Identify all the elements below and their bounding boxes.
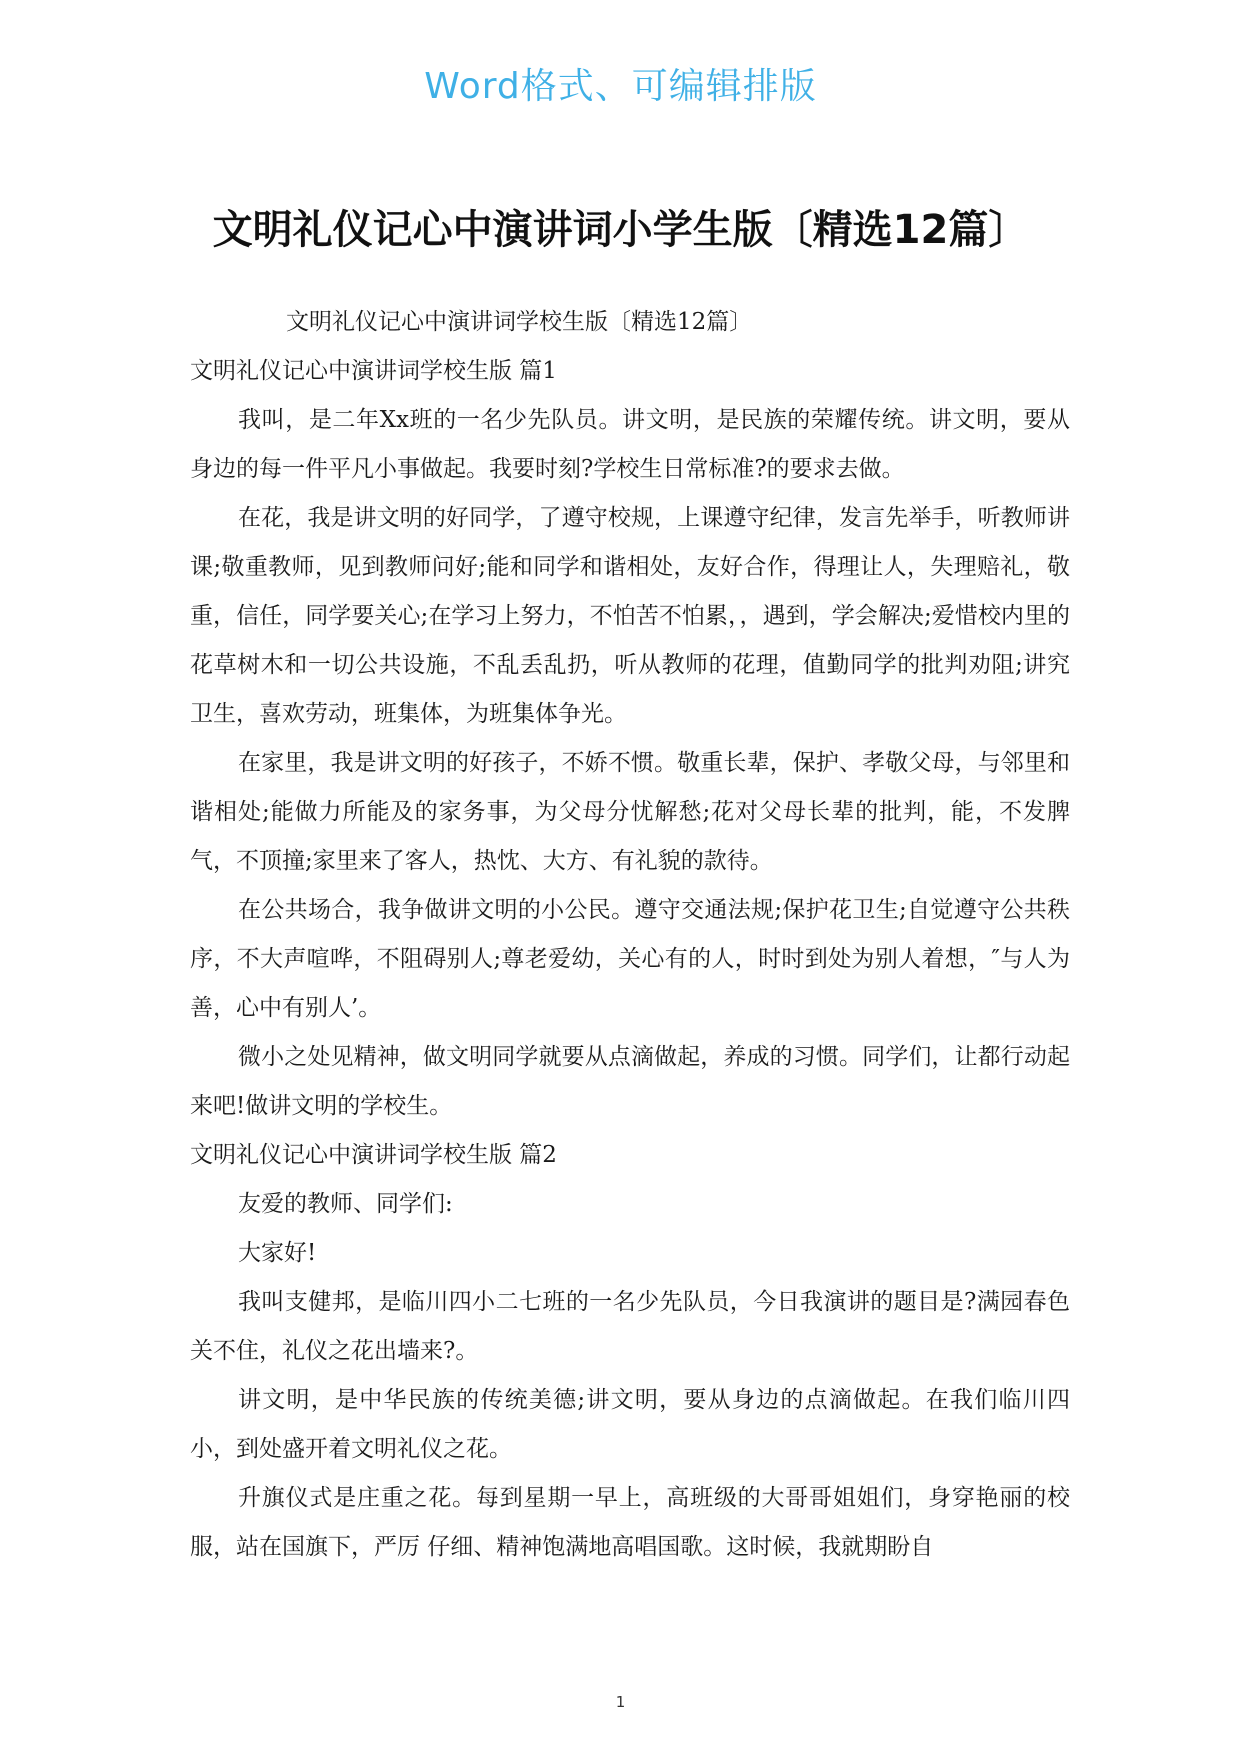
document-subtitle: 文明礼仪记心中演讲词学校生版〔精选12篇〕	[286, 309, 753, 335]
header-banner: Word格式、可编辑排版	[424, 66, 817, 107]
document-body	[190, 298, 1070, 1572]
document-title: 文明礼仪记心中演讲词小学生版〔精选12篇〕	[212, 207, 1029, 253]
paragraph: 微小之处见精神，做文明同学就要从点滴做起，养成的习惯。同学们，让都行动起来吧!做讲文明的学校生。	[190, 1044, 1070, 1119]
paragraph: 讲文明，是中华民族的传统美德;讲文明，要从身边的点滴做起。在我们临川四小，到处盛开着文明礼仪之花。	[190, 1387, 1070, 1462]
section-2	[190, 1131, 1070, 1572]
paragraph: 我叫，是二年Xx班的一名少先队员。讲文明，是民族的荣耀传统。讲文明，要从身边的每一件平凡小事做起。我要时刻?学校生日常标准?的要求去做。	[190, 407, 1070, 482]
paragraph: 升旗仪式是庄重之花。每到星期一早上，高班级的大哥哥姐姐们，身穿艳丽的校服，站在国旗下，严厉 仔细、精神饱满地高唱国歌。这时候，我就期盼自	[190, 1485, 1070, 1560]
paragraph: 我叫支健邦，是临川四小二七班的一名少先队员，今日我演讲的题目是?满园春色关不住，礼仪之花出墙来?。	[190, 1289, 1070, 1364]
paragraph: 大家好!	[238, 1240, 317, 1266]
paragraph: 在花，我是讲文明的好同学，了遵守校规，上课遵守纪律，发言先举手，听教师讲课;敬重教师，见到教师问好;能和同学和谐相处，友好合作，得理让人，失理赔礼，敬重，信任，同学要关心;在学习上努力，不怕苦不怕累，，遇到，学会解决;爱惜校内里的花草树木和一切公共设施，不乱丢乱扔，听从教师的花理，值勤同学的批判劝阻;讲究卫生，喜欢劳动，班集体，为班集体争光。	[190, 505, 1070, 727]
section-heading: 文明礼仪记心中演讲词学校生版 篇1	[190, 358, 557, 384]
section-heading: 文明礼仪记心中演讲词学校生版 篇2	[190, 1142, 557, 1168]
paragraph: 在公共场合，我争做讲文明的小公民。遵守交通法规;保护花卫生;自觉遵守公共秩序，不大声喧哗，不阻碍别人;尊老爱幼，关心有的人，时时到处为别人着想，″与人为善，心中有别人’。	[190, 897, 1070, 1021]
page-number: 1	[615, 1693, 626, 1711]
paragraph: 友爱的教师、同学们:	[238, 1191, 453, 1217]
section-1	[190, 347, 1070, 1131]
paragraph: 在家里，我是讲文明的好孩子，不娇不惯。敬重长辈，保护、孝敬父母，与邻里和谐相处;能做力所能及的家务事，为父母分忧解愁;花对父母长辈的批判，能，不发脾气，不顶撞;家里来了客人，热忱、大方、有礼貌的款待。	[190, 750, 1070, 874]
